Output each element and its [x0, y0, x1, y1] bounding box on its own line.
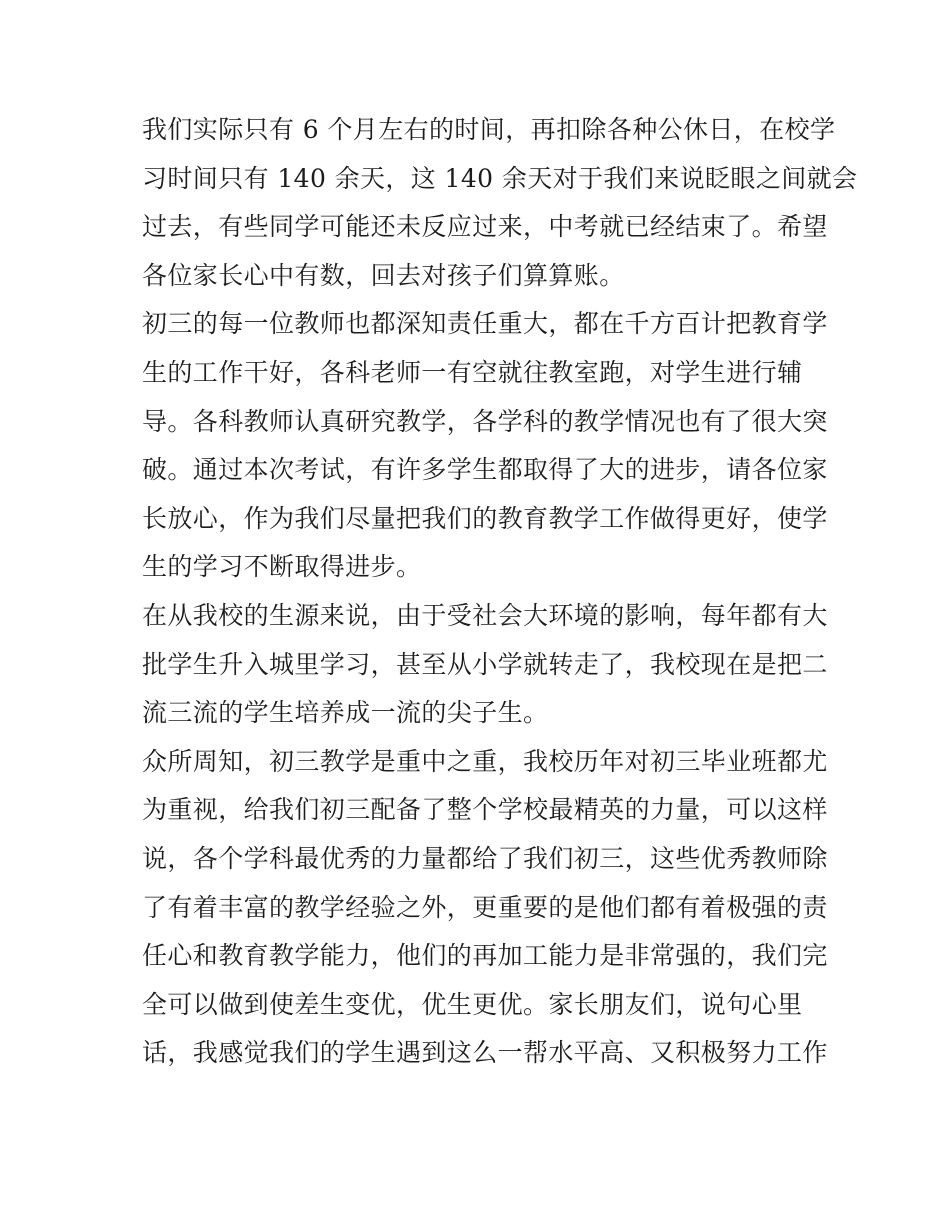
text-line: 生的学习不断取得进步。: [142, 552, 422, 582]
text-line: 习时间只有 140 余天，这 140 余天对于我们来说眨眼之间就会: [142, 163, 858, 193]
text-line: 任心和教育教学能力，他们的再加工能力是非常强的，我们完: [142, 941, 828, 971]
text-line: 初三的每一位教师也都深知责任重大，都在千方百计把教育学: [142, 309, 828, 339]
document-body: [142, 106, 858, 1078]
text-line: 话，我感觉我们的学生遇到这么一帮水平高、又积极努力工作: [142, 1038, 828, 1068]
text-line: 破。通过本次考试，有许多学生都取得了大的进步，请各位家: [142, 455, 828, 485]
text-line: 为重视，给我们初三配备了整个学校最精英的力量，可以这样: [142, 795, 828, 825]
text-line: 说，各个学科最优秀的力量都给了我们初三，这些优秀教师除: [142, 843, 828, 873]
text-line: 过去，有些同学可能还未反应过来，中考就已经结束了。希望: [142, 212, 828, 242]
text-line: 在从我校的生源来说，由于受社会大环境的影响，每年都有大: [142, 600, 828, 630]
text-line: 我们实际只有 6 个月左右的时间，再扣除各种公休日，在校学: [142, 115, 836, 144]
text-line: 各位家长心中有数，回去对孩子们算算账。: [142, 260, 625, 290]
text-line: 批学生升入城里学习，甚至从小学就转走了，我校现在是把二: [142, 649, 828, 679]
text-line: 生的工作干好，各科老师一有空就往教室跑，对学生进行辅: [142, 357, 803, 387]
text-line: 众所周知，初三教学是重中之重，我校历年对初三毕业班都尤: [142, 746, 828, 776]
text-line: 流三流的学生培养成一流的尖子生。: [142, 698, 549, 728]
text-line: 长放心，作为我们尽量把我们的教育教学工作做得更好，使学: [142, 503, 828, 533]
text-line: 导。各科教师认真研究教学，各学科的教学情况也有了很大突: [142, 406, 828, 436]
text-line: 了有着丰富的教学经验之外，更重要的是他们都有着极强的责: [142, 892, 828, 922]
text-line: 全可以做到使差生变优，优生更优。家长朋友们，说句心里: [142, 989, 803, 1019]
